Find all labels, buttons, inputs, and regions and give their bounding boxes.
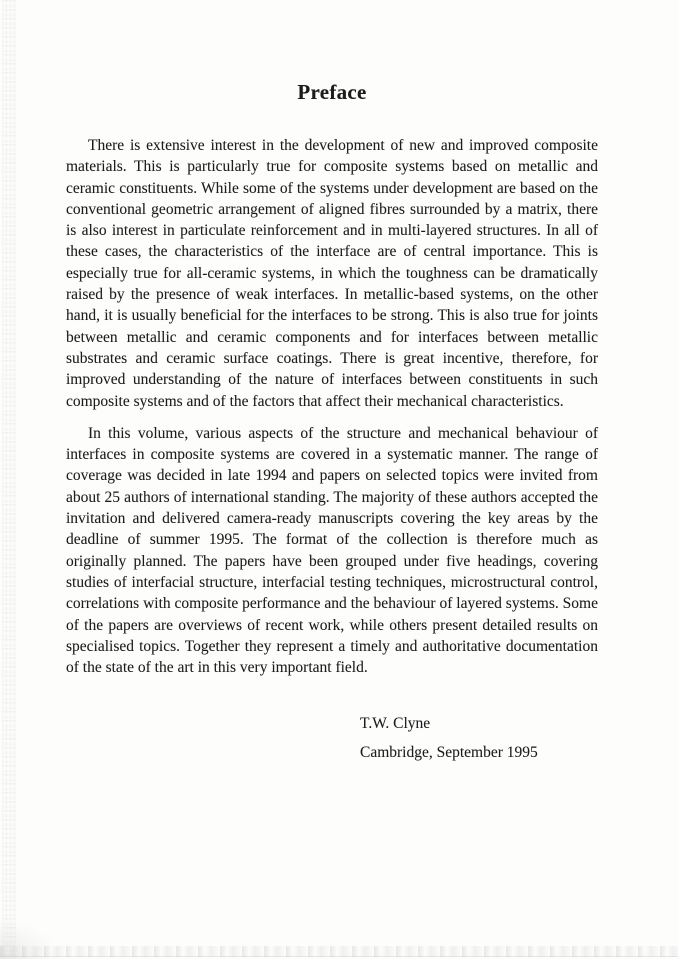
- scan-artifact-bottom-left-corner: [0, 919, 60, 959]
- scan-artifact-left-edge: [2, 0, 16, 959]
- signature-name: T.W. Clyne: [360, 715, 431, 733]
- preface-paragraph-2: In this volume, various aspects of the structure and mechanical behaviour of interfaces in composite systems are covered in a systematic manner. The range of coverage was decided in late 1994 and papers on selected topics were invited from about 25 authors of international standing. The majority of these authors accepted the invitation and delivered camera-ready manuscripts covering the key areas by the deadline of summer 1995. The format of the collection is therefore much as originally planned. The papers have been grouped under five headings, covering studies of interfacial structure, interfacial testing techniques, microstructural control, correlations with composite performance and the behaviour of layered systems. Some of the papers are overviews of recent work, while others present detailed results on specialised topics. Together they represent a timely and authoritative documentation of the state of the art in this very important field.: [66, 424, 598, 677]
- signature-block: [360, 709, 598, 767]
- page-content: [66, 80, 598, 767]
- scan-artifact-bottom-edge: [0, 946, 678, 957]
- signature-place-date: Cambridge, September 1995: [360, 744, 538, 762]
- preface-paragraph-1: There is extensive interest in the development of new and improved composite materials. This is particularly true for composite systems based on metallic and ceramic constituents. While some of the systems under development are based on the conventional geometric arrangement of aligned fibres surrounded by a matrix, there is also interest in particulate reinforcement and in multi-layered structures. In all of these cases, the characteristics of the interface are of central importance. This is especially true for all-ceramic systems, in which the toughness can be dramatically raised by the presence of weak interfaces. In metallic-based systems, on the other hand, it is usually beneficial for the interfaces to be strong. This is also true for joints between metallic and ceramic components and for interfaces between metallic substrates and ceramic surface coatings. There is great incentive, therefore, for improved understanding of the nature of interfaces between constituents in such composite systems and of the factors that affect their mechanical characteristics.: [66, 137, 598, 410]
- page-title: Preface: [297, 80, 367, 104]
